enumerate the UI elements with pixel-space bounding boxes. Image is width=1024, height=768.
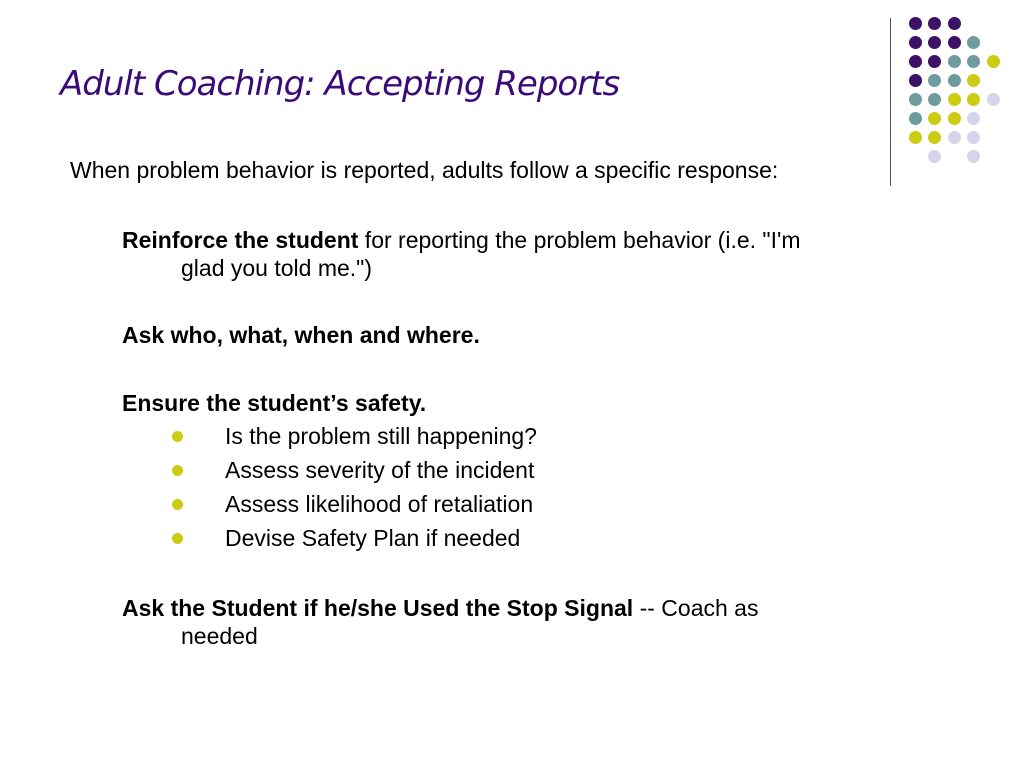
deco-dot	[928, 150, 941, 163]
ensure-safety-heading: Ensure the student’s safety.	[122, 390, 427, 416]
reinforce-bold-text: Reinforce the student	[122, 227, 359, 253]
deco-dot	[909, 17, 922, 30]
intro-text: When problem behavior is reported, adults follow a specific response:	[70, 157, 779, 183]
bullet-dot-icon	[172, 465, 183, 476]
bullet-text: Assess severity of the incident	[225, 457, 535, 483]
bullet-text: Devise Safety Plan if needed	[225, 525, 521, 551]
deco-dot	[967, 93, 980, 106]
deco-dot	[909, 74, 922, 87]
stop-signal-continuation-text: needed	[181, 623, 258, 649]
deco-dot	[909, 131, 922, 144]
deco-dot	[928, 93, 941, 106]
deco-dot	[909, 112, 922, 125]
deco-dot	[909, 36, 922, 49]
deco-dot	[928, 74, 941, 87]
decorative-dot-grid	[900, 10, 1010, 170]
reinforce-paragraph	[122, 226, 982, 282]
deco-dot	[967, 150, 980, 163]
deco-dot	[967, 55, 980, 68]
deco-dot	[928, 17, 941, 30]
bullet-text: Assess likelihood of retaliation	[225, 491, 534, 517]
deco-dot	[909, 93, 922, 106]
deco-dot	[987, 93, 1000, 106]
deco-dot	[928, 55, 941, 68]
deco-dot	[967, 131, 980, 144]
ask-paragraph: Ask who, what, when and where.	[122, 322, 480, 348]
reinforce-continuation-text: glad you told me.")	[181, 255, 372, 281]
decorative-vertical-line	[890, 18, 891, 186]
stop-signal-rest-text: -- Coach as	[633, 595, 759, 621]
deco-dot	[948, 112, 961, 125]
reinforce-rest-text: for reporting the problem behavior (i.e. "I'm	[358, 227, 801, 253]
deco-dot	[987, 55, 1000, 68]
deco-dot	[928, 112, 941, 125]
deco-dot	[948, 93, 961, 106]
deco-dot	[948, 131, 961, 144]
deco-dot	[948, 74, 961, 87]
deco-dot	[967, 74, 980, 87]
deco-dot	[948, 55, 961, 68]
deco-dot	[928, 36, 941, 49]
stop-signal-bold-text: Ask the Student if he/she Used the Stop Signal	[122, 595, 634, 621]
stop-signal-paragraph	[122, 594, 982, 650]
deco-dot	[909, 55, 922, 68]
bullet-dot-icon	[172, 431, 183, 442]
bullet-dot-icon	[172, 533, 183, 544]
bullet-dot-icon	[172, 499, 183, 510]
deco-dot	[967, 36, 980, 49]
deco-dot	[948, 36, 961, 49]
deco-dot	[967, 112, 980, 125]
deco-dot	[948, 17, 961, 30]
bullet-text: Is the problem still happening?	[225, 423, 537, 449]
deco-dot	[928, 131, 941, 144]
slide-title: Adult Coaching: Accepting Reports	[60, 64, 620, 104]
